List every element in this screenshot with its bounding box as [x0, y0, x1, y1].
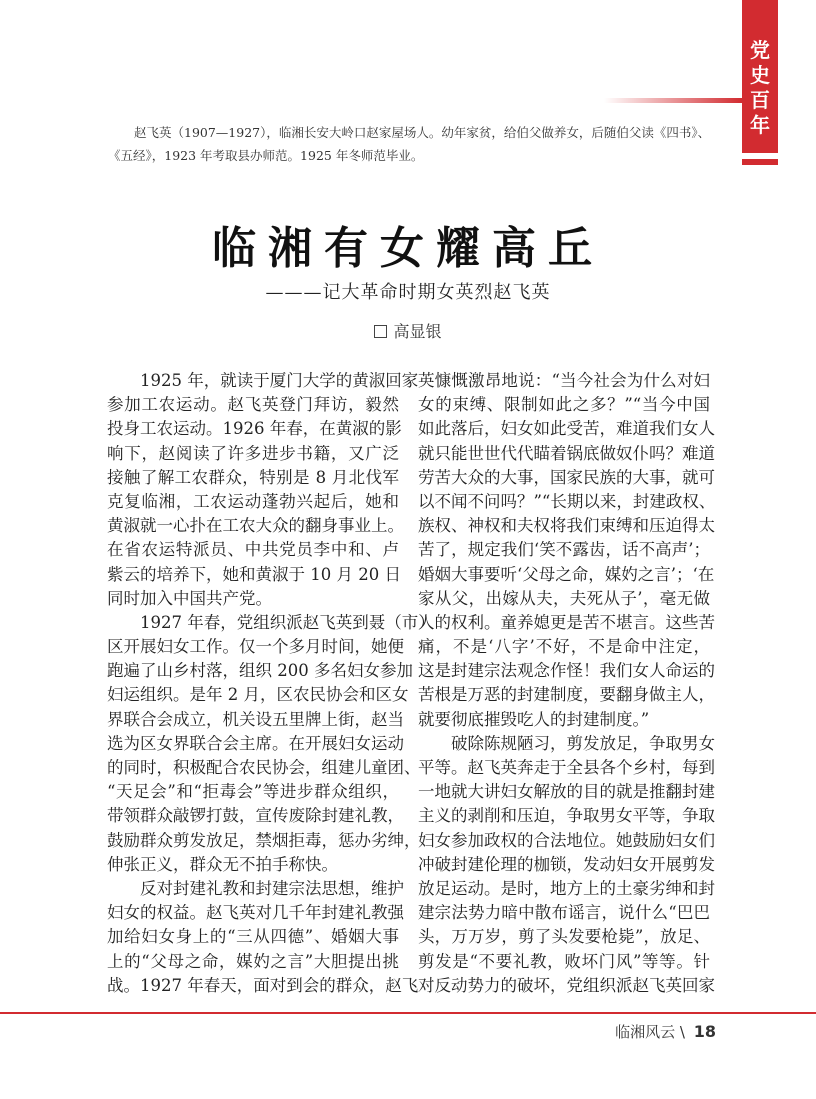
text-line: 妇女参加政权的合法地位。她鼓励妇女们 — [418, 830, 715, 850]
text-line: 人的权利。童养媳更是苦不堪言。这些苦 — [418, 612, 715, 632]
text-line: 英慷慨激昂地说：“当今社会为什么对妇 — [418, 371, 710, 390]
author-byline — [0, 319, 816, 342]
text-line: 头，万万岁，剪了头发要枪毙”，放足、 — [418, 927, 710, 947]
footer-rule — [0, 1012, 816, 1014]
text-line: 就要彻底摧毁吃人的封建制度。” — [418, 709, 650, 729]
text-line: 鼓励群众剪发放足，禁烟拒毒，惩办劣绅， — [107, 830, 421, 850]
text-line: 1925 年，就读于厦门大学的黄淑回家 — [140, 371, 419, 390]
text-line: 1927 年春，党组织派赵飞英到聂（市） — [140, 612, 435, 632]
text-line: 冲破封建伦理的枷锁，发动妇女开展剪发 — [418, 854, 715, 874]
text-line: 建宗法势力暗中散布谣言，说什么“巴巴 — [418, 903, 710, 923]
text-line: 婚姻大事要听‘父母之命，媒妁之言’；‘在 — [418, 564, 715, 584]
article-subtitle: ———记大革命时期女英烈赵飞英 — [265, 282, 551, 303]
text-line: 妇运组织。是年 2 月，区农民协会和区女 — [107, 685, 409, 705]
magazine-name: 临湘风云 — [615, 1023, 676, 1041]
text-line: 家从父，出嫁从夫，夫死从子’，毫无做 — [418, 588, 710, 608]
text-line: 跑遍了山乡村落，组织 200 多名妇女参加 — [107, 661, 413, 681]
text-line: “天足会”和“拒毒会”等进步群众组织， — [107, 782, 399, 802]
article-title: 临湘有女耀高丘 — [212, 223, 604, 274]
text-line: 一地就大讲妇女解放的目的就是推翻封建 — [418, 782, 715, 802]
author-name: 高显银 — [393, 322, 442, 341]
text-line: 响下，赵阅读了许多进步书籍，又广泛 — [107, 443, 399, 463]
text-line: 接触了解工农群众，特别是 8 月北伐军 — [107, 467, 399, 487]
text-line: 放足运动。是时，地方上的土豪劣绅和封 — [418, 878, 715, 898]
text-line: 痛，不是‘八字’不好，不是命中注定， — [418, 637, 710, 657]
text-line: 反对封建礼教和封建宗法思想，维护 — [140, 878, 404, 898]
decorative-gradient-line — [604, 98, 742, 103]
text-line: 劳苦大众的大事，国家民族的大事，就可 — [418, 467, 715, 487]
section-tab-underbar — [742, 159, 778, 165]
text-line: 加给妇女身上的“三从四德”、婚姻大事 — [107, 927, 399, 947]
text-line: 苦了，规定我们‘笑不露齿，话不高声’； — [418, 540, 710, 560]
text-line: 带领群众敲锣打鼓，宣传废除封建礼教， — [107, 806, 404, 826]
text-line: 紫云的培养下，她和黄淑于 10 月 20 日 — [107, 564, 401, 584]
text-line: 参加工农运动。赵飞英登门拜访，毅然 — [107, 395, 399, 415]
text-line: 选为区女界联合会主席。在开展妇女运动 — [107, 733, 404, 753]
text-line: 以不闻不问吗？”“长期以来，封建政权、 — [418, 491, 716, 511]
text-line: 的同时，积极配合农民协会，组建儿童团、 — [107, 758, 421, 777]
caption-line: 赵飞英（1907—1927），临湘长安大岭口赵家屋场人。幼年家贫，给伯父做养女，后随伯父读《四书》、 — [134, 125, 711, 140]
text-line: 平等。赵飞英奔走于全县各个乡村，每到 — [418, 758, 715, 777]
text-line: 界联合会成立，机关设五里牌上街，赵当 — [107, 709, 404, 729]
text-line: 黄淑就一心扑在工农大众的翻身事业上。 — [107, 516, 404, 536]
page-footer — [615, 1021, 716, 1042]
text-line: 苦根是万恶的封建制度，要翻身做主人， — [418, 685, 715, 705]
text-line: 战。1927 年春天，面对到会的群众，赵飞 — [107, 975, 419, 995]
page-number: 18 — [693, 1022, 716, 1041]
text-line: 上的“父母之命，媒妁之言”大胆提出挑 — [107, 951, 399, 971]
text-line: 在省农运特派员、中共党员李中和、卢 — [107, 540, 399, 560]
text-line: 族权、神权和夫权将我们束缚和压迫得太 — [418, 516, 715, 536]
text-line: 伸张正义，群众无不拍手称快。 — [107, 854, 338, 874]
text-line: 对反动势力的破坏，党组织派赵飞英回家 — [418, 975, 715, 995]
text-line: 女的束缚、限制如此之多？”“当今中国 — [418, 395, 710, 415]
caption-line: 《五经》，1923 年考取县办师范。1925 年冬师范毕业。 — [108, 148, 424, 163]
text-line: 破除陈规陋习，剪发放足，争取男女 — [451, 733, 715, 753]
text-line: 同时加入中国共产党。 — [107, 588, 272, 608]
bio-caption — [108, 121, 728, 167]
body-column-left — [107, 369, 435, 998]
text-line: 剪发是“不要礼教，败坏门风”等等。针 — [418, 951, 710, 971]
text-line: 妇女的权益。赵飞英对几千年封建礼教强 — [107, 903, 404, 923]
body-column-right — [418, 369, 716, 998]
section-tab-label: 党史百年 — [750, 38, 770, 137]
text-line: 如此落后，妇女如此受苦，难道我们女人 — [418, 419, 715, 439]
text-line: 区开展妇女工作。仅一个多月时间，她便 — [107, 637, 404, 657]
text-line: 这是封建宗法观念作怪！我们女人命运的 — [418, 661, 715, 681]
text-line: 投身工农运动。1926 年春，在黄淑的影 — [107, 419, 402, 439]
footer-separator: \ — [679, 1023, 685, 1041]
text-line: 克复临湘，工农运动蓬勃兴起后，她和 — [107, 491, 399, 511]
text-line: 就只能世世代代瞄着锅底做奴仆吗？难道 — [418, 443, 715, 463]
square-bullet-icon — [374, 325, 387, 338]
section-tab — [742, 0, 778, 153]
text-line: 主义的剥削和压迫，争取男女平等，争取 — [418, 806, 715, 826]
